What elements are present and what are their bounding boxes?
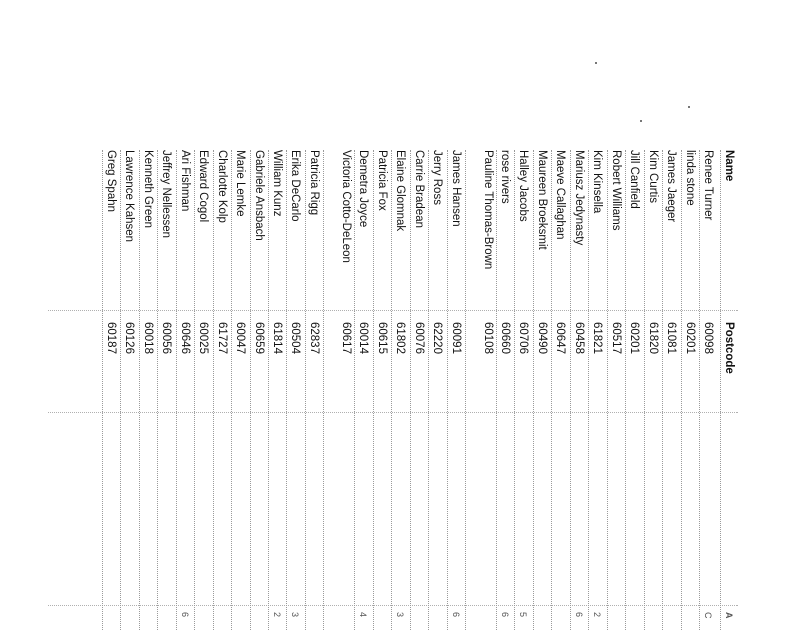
table-row — [286, 150, 304, 630]
table-row — [157, 150, 175, 630]
table-row — [139, 150, 157, 630]
name-cell: Kim Kinsella — [591, 150, 604, 214]
edge-mark-cell: 6 — [450, 612, 461, 618]
table-row — [410, 150, 428, 630]
table-row — [551, 150, 569, 630]
table-row — [231, 150, 249, 630]
scan-speck — [640, 120, 642, 122]
postcode-cell: 60201 — [683, 322, 696, 354]
edge-mark-cell — [494, 612, 496, 626]
table-row — [465, 150, 496, 630]
postcode-cell: 62220 — [431, 322, 444, 354]
postcode-cell: 60504 — [289, 322, 302, 354]
name-cell: James Hansen — [449, 150, 462, 227]
table-row — [305, 150, 323, 630]
name-cell: Patricia Rigg — [307, 150, 320, 216]
name-cell: Demetra Joyce — [357, 150, 370, 228]
table-row — [447, 150, 465, 630]
postcode-cell: 60517 — [609, 322, 622, 354]
name-cell: Kim Curtis — [646, 150, 659, 204]
table-row — [588, 150, 606, 630]
name-cell: Lawrence Kahsen — [123, 150, 136, 243]
table-row — [570, 150, 588, 630]
name-cell: Greg Spahn — [104, 150, 117, 213]
name-cell: Renee Turner — [702, 150, 714, 221]
name-cell: Edward Cogol — [197, 150, 210, 223]
postcode-cell: 60018 — [141, 322, 154, 354]
postcode-cell: 60126 — [123, 322, 136, 354]
scan-speck — [688, 106, 690, 108]
edge-mark-cell: 6 — [179, 612, 190, 618]
name-cell: Charlotte Kolp — [215, 150, 228, 223]
table-row — [496, 150, 514, 630]
name-cell: Maeve Callaghan — [554, 150, 567, 240]
postcode-cell: 60056 — [160, 322, 173, 354]
postcode-cell: 60091 — [449, 322, 462, 354]
table-row — [102, 150, 120, 630]
postcode-cell: 62837 — [307, 322, 320, 354]
edge-mark-cell: 3 — [395, 612, 406, 618]
table-row — [644, 150, 662, 630]
table-row — [391, 150, 409, 630]
name-cell: rose rivers — [499, 150, 512, 204]
postcode-cell: 60617 — [339, 322, 352, 354]
postcode-cell: 60187 — [104, 322, 117, 354]
name-cell: Victoria Cotto-DeLeon — [339, 150, 352, 263]
table-row — [354, 150, 372, 630]
scan-speck — [595, 62, 597, 64]
postcode-cell: 60025 — [197, 322, 210, 354]
table-row — [373, 150, 391, 630]
name-cell: Mariusz Jedynasty — [572, 150, 585, 246]
table-row — [515, 150, 533, 630]
postcode-cell: 61821 — [591, 322, 604, 354]
name-postcode-table — [48, 150, 738, 630]
table-row — [699, 150, 717, 630]
postcode-cell: 60458 — [572, 322, 585, 354]
table-row — [625, 150, 643, 630]
edge-mark-cell: 3 — [290, 612, 301, 618]
name-cell: Patricia Fox — [375, 150, 388, 211]
postcode-cell: 61802 — [394, 322, 407, 354]
postcode-cell: 60660 — [499, 322, 512, 354]
postcode-cell: 60201 — [628, 322, 641, 354]
edge-mark-cell: 2 — [592, 612, 603, 618]
postcode-cell: 61820 — [646, 322, 659, 354]
name-cell: Carrie Bradean — [412, 150, 425, 228]
name-cell: Robert Williams — [609, 150, 622, 231]
name-cell: Maureen Broeksmit — [535, 150, 548, 250]
edge-mark-cell: 5 — [518, 612, 529, 618]
edge-mark-cell — [352, 612, 354, 626]
name-cell: Gabriele Ansbach — [252, 150, 265, 241]
postcode-cell: 60615 — [375, 322, 388, 354]
name-cell: Halley Jacobs — [517, 150, 530, 222]
name-cell: Ari Fishman — [178, 150, 191, 212]
table-header-row — [720, 150, 738, 630]
postcode-cell: 60014 — [357, 322, 370, 354]
table-row — [213, 150, 231, 630]
postcode-cell: 60076 — [412, 322, 425, 354]
name-cell: William Kunz — [271, 150, 283, 217]
name-cell: Jeffrey Nellessen — [160, 150, 173, 238]
postcode-cell: 60647 — [554, 322, 567, 354]
table-row — [250, 150, 268, 630]
table-row — [681, 150, 699, 630]
postcode-cell: 60490 — [535, 322, 548, 354]
name-cell: Kenneth Green — [141, 150, 154, 229]
edge-mark-cell: 4 — [358, 612, 369, 618]
name-cell: Pauline Thomas-Brown — [481, 150, 494, 270]
postcode-cell: 61814 — [271, 322, 283, 354]
postcode-cell: 61081 — [665, 322, 678, 354]
name-column-header: Name — [723, 150, 735, 182]
postcode-cell: 60659 — [252, 322, 265, 354]
edge-mark-cell: C — [703, 612, 713, 619]
table-row — [428, 150, 446, 630]
postcode-column-header: Postcode — [723, 322, 735, 374]
name-cell: Marie Lemke — [234, 150, 247, 217]
postcode-cell: 60108 — [481, 322, 494, 354]
postcode-cell: 60047 — [234, 322, 247, 354]
edge-mark-cell: 6 — [500, 612, 511, 618]
name-cell: Jill Canfield — [628, 150, 641, 209]
postcode-cell: 61727 — [215, 322, 228, 354]
postcode-cell: 60098 — [702, 322, 714, 354]
edge-mark-cell: 2 — [272, 612, 282, 618]
table-row — [533, 150, 551, 630]
table-row — [194, 150, 212, 630]
postcode-cell: 60646 — [178, 322, 191, 354]
name-cell: Jerry Ross — [431, 150, 444, 205]
postcode-cell: 60706 — [517, 322, 530, 354]
table-row — [120, 150, 138, 630]
edge-column-header: A — [724, 612, 734, 619]
table-row — [607, 150, 625, 630]
table-row — [268, 150, 286, 630]
table-row — [176, 150, 194, 630]
name-cell: linda stone — [683, 150, 696, 206]
edge-mark-cell: 6 — [573, 612, 584, 618]
table-row — [323, 150, 354, 630]
table-row — [662, 150, 680, 630]
name-cell: Erika DeCarlo — [289, 150, 302, 222]
name-cell: Elaine Glomnak — [394, 150, 407, 232]
name-cell: James Jaeger — [665, 150, 678, 223]
